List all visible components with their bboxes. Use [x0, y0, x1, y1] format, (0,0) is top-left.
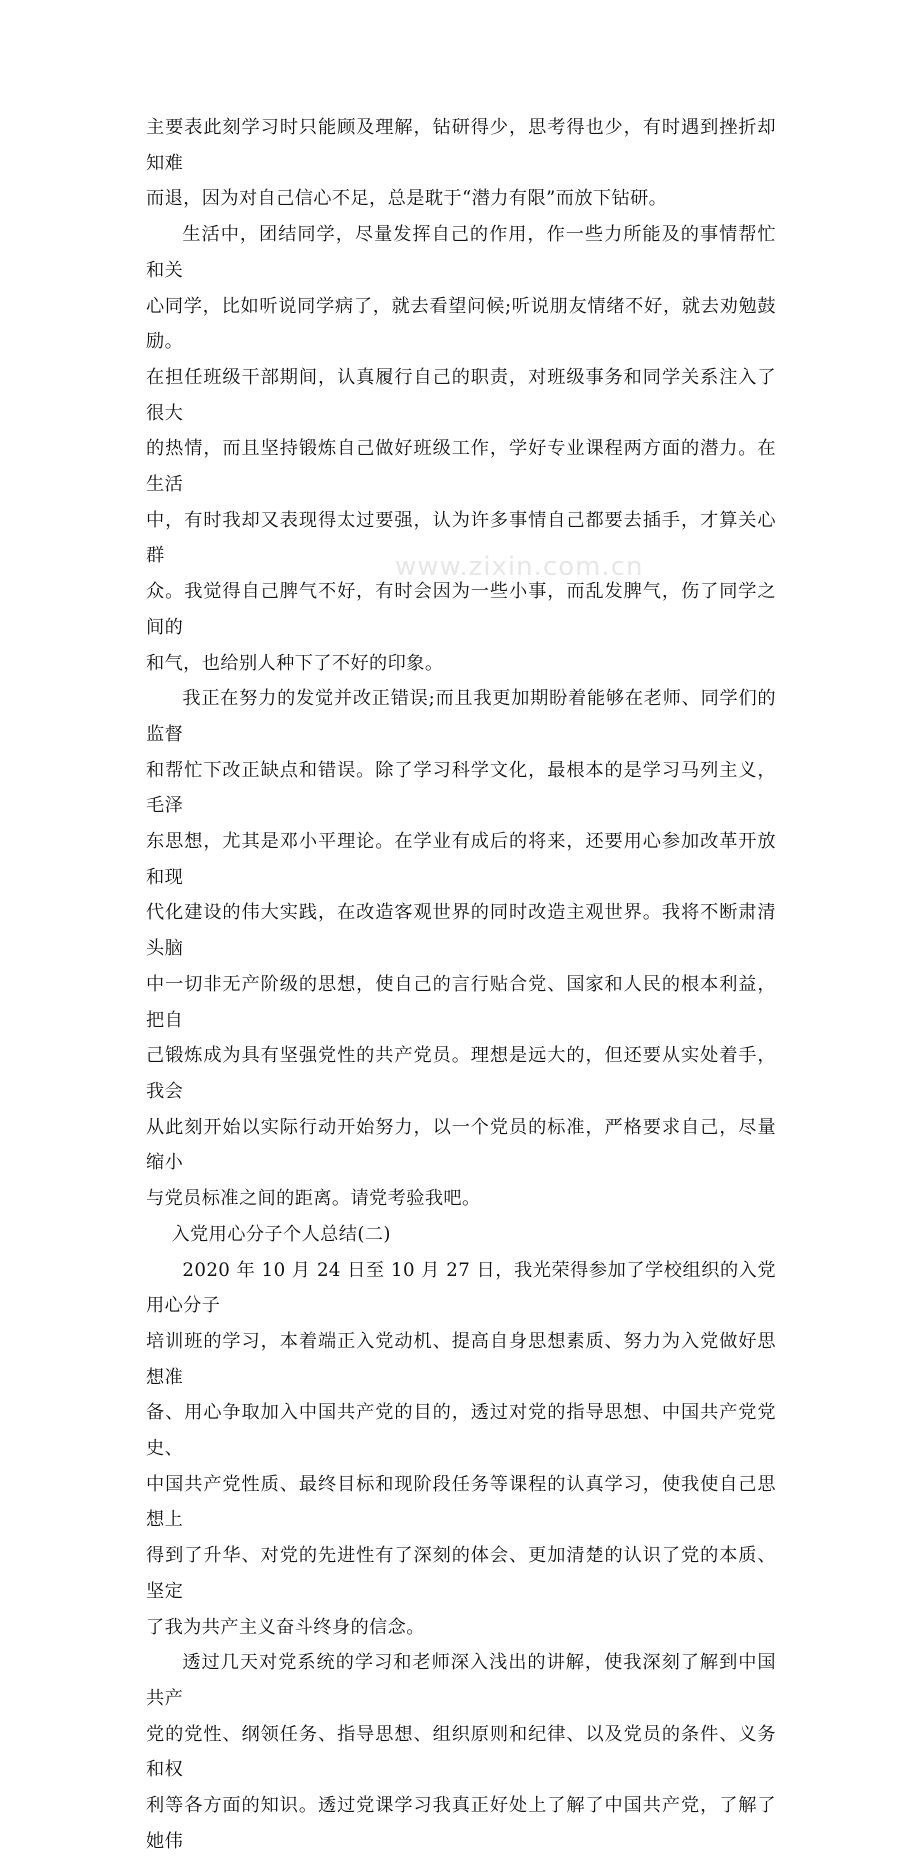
paragraph-2: [146, 217, 776, 681]
text-line: 中国共产党性质、最终目标和现阶段任务等课程的认真学习，使我使自己思想上: [146, 1473, 776, 1531]
text-line: 利等各方面的知识。透过党课学习我真正好处上了解了中国共产党，了解了她伟: [146, 1795, 776, 1852]
paragraph-5: [146, 1645, 776, 1859]
document-body: [146, 110, 776, 1859]
text-line: 2020 年 10 月 24 日至 10 月 27 日，我光荣得参加了学校组织的入党用心分子: [146, 1259, 776, 1317]
text-line: 己锻炼成为具有坚强党性的共产党员。理想是远大的，但还要从实处着手，我会: [146, 1045, 776, 1102]
text-line: 从此刻开始以实际行动开始努力，以一个党员的标准，严格要求自己，尽量缩小: [146, 1116, 776, 1174]
text-line: 主要表此刻学习时只能顾及理解，钻研得少，思考得也少，有时遇到挫折却知难: [146, 117, 776, 174]
text-line: 与党员标准之间的距离。请党考验我吧。: [146, 1188, 481, 1210]
paragraph-4: [146, 1253, 776, 1646]
text-line: 和气，也给别人种下了不好的印象。: [146, 652, 444, 674]
text-line: 在担任班级干部期间，认真履行自己的职责，对班级事务和同学关系注入了很大: [146, 366, 776, 424]
text-line: 得到了升华、对党的先进性有了深刻的体会、更加清楚的认识了党的本质、坚定: [146, 1545, 776, 1602]
section-heading: 入党用心分子个人总结(二): [171, 1223, 391, 1245]
paragraph-1: [146, 110, 776, 217]
text-line: 的热情，而且坚持锻炼自己做好班级工作，学好专业课程两方面的潜力。在生活: [146, 438, 776, 496]
text-line: 党的党性、纲领任务、指导思想、组织原则和纪律、以及党员的条件、义务和权: [146, 1723, 776, 1781]
text-line: 和帮忙下改正缺点和错误。除了学习科学文化，最根本的是学习马列主义，毛泽: [146, 759, 776, 817]
text-line: 了我为共产主义奋斗终身的信念。: [146, 1616, 425, 1638]
text-line: 中，有时我却又表现得太过要强，认为许多事情自己都要去插手，才算关心群: [146, 509, 776, 567]
text-line: 东思想，尤其是邓小平理论。在学业有成后的将来，还要用心参加改革开放和现: [146, 831, 776, 888]
paragraph-3: [146, 681, 776, 1217]
text-line: 众。我觉得自己脾气不好，有时会因为一些小事，而乱发脾气，伤了同学之间的: [146, 581, 776, 638]
text-line: 我正在努力的发觉并改正错误;而且我更加期盼着能够在老师、同学们的监督: [146, 688, 776, 745]
watermark-text: www.zixin.com.cn: [395, 552, 644, 582]
text-line: 生活中，团结同学，尽量发挥自己的作用，作一些力所能及的事情帮忙和关: [146, 224, 776, 281]
text-line: 透过几天对党系统的学习和老师深入浅出的讲解，使我深刻了解到中国共产: [146, 1652, 776, 1709]
text-line: 心同学，比如听说同学病了，就去看望问候;听说朋友情绪不好，就去劝勉鼓励。: [146, 295, 776, 353]
text-line: 中一切非无产阶级的思想，使自己的言行贴合党、国家和人民的根本利益，把自: [146, 973, 776, 1031]
text-line: 培训班的学习，本着端正入党动机、提高自身思想素质、努力为入党做好思想准: [146, 1330, 776, 1388]
text-line: 代化建设的伟大实践，在改造客观世界的同时改造主观世界。我将不断肃清头脑: [146, 902, 776, 960]
text-line: 而退，因为对自己信心不足，总是耽于“潜力有限”而放下钻研。: [146, 188, 668, 210]
text-line: 备、用心争取加入中国共产党的目的，透过对党的指导思想、中国共产党党史、: [146, 1402, 776, 1460]
